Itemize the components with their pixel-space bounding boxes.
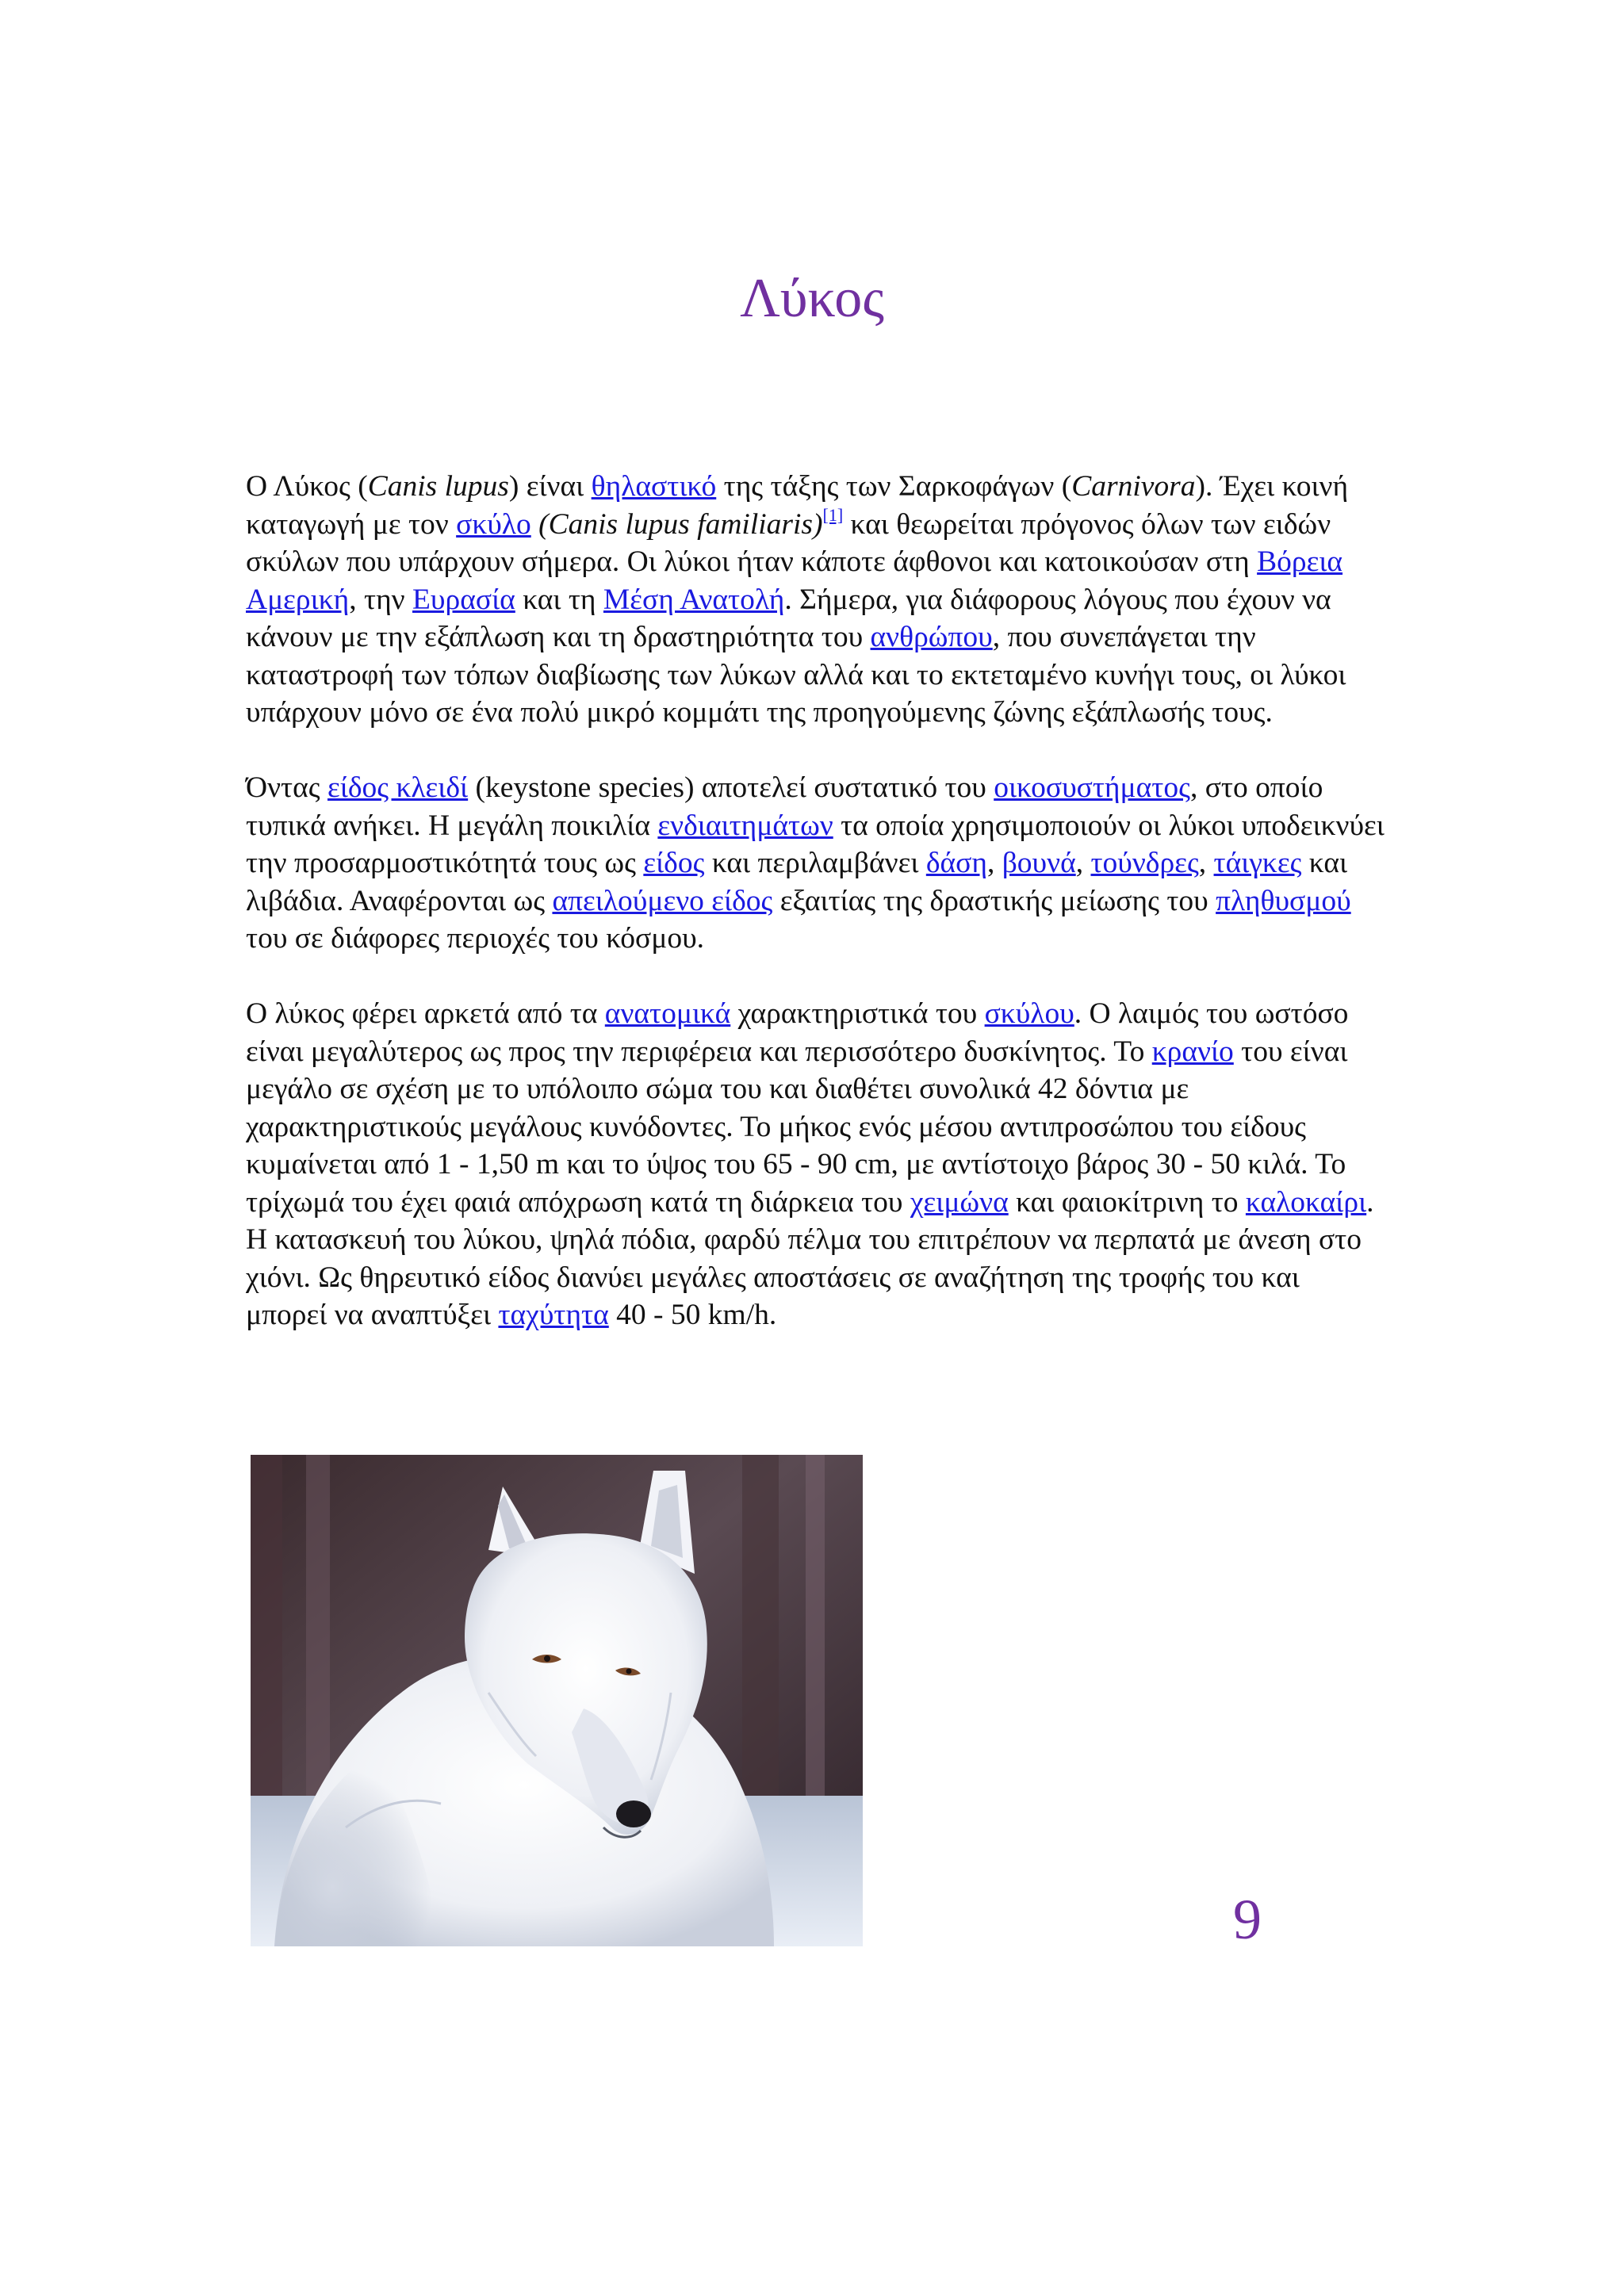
text-run-2-12: 40 - 50 km/h. <box>608 1299 777 1331</box>
text-run-1-4: , στο οποίο τυπικά ανήκει. Η μεγάλη ποικιλία <box>246 771 1323 842</box>
text-run-1-14: , <box>1198 847 1214 879</box>
text-run-1-20: του σε διάφορες περιοχές του κόσμου. <box>246 922 705 955</box>
link-2-9[interactable]: καλοκαίρι <box>1245 1185 1367 1219</box>
link-0-10[interactable]: [1] <box>822 504 844 525</box>
text-run-2-8: και φαιοκίτρινη το <box>1008 1185 1246 1219</box>
link-0-14[interactable]: Ευρασία <box>412 583 515 616</box>
text-run-2-4: . Ο λαιμός του ωστόσο είναι μεγαλύτερος ως προς την περιφέρεια και περισσότερο δυσκίνητος. Το <box>246 997 1349 1068</box>
link-1-9[interactable]: δάση <box>925 847 987 879</box>
link-2-3[interactable]: σκύλου <box>984 997 1074 1030</box>
link-2-5[interactable]: κρανίο <box>1151 1035 1234 1068</box>
text-run-1-8: και περιλαμβάνει <box>704 847 926 879</box>
text-run-0-13: , την <box>349 583 413 616</box>
link-1-11[interactable]: βουνά <box>1002 847 1076 879</box>
link-0-3[interactable]: θηλαστικό <box>591 470 717 503</box>
text-run-1-0: Όντας <box>246 771 327 804</box>
page-number: 9 <box>1233 1888 1262 1951</box>
text-run-1-6: τα οποία χρησιμοποιούν οι λύκοι υποδεικνύει την προσαρμοστικότητά τους ως <box>246 809 1385 879</box>
text-run-0-11: και θεωρείται πρόγονος όλων των ειδών σκύλων που υπάρχουν σήμερα. Οι λύκοι ήταν κάποτε άφθονοι και κατοικούσαν στη <box>246 507 1331 578</box>
text-run-1-18: εξαιτίας της δραστικής μείωσης του <box>772 884 1216 917</box>
link-2-1[interactable]: ανατομικά <box>604 997 731 1030</box>
text-run-0-5: Carnivora <box>1071 470 1196 503</box>
text-run-1-12: , <box>1075 847 1091 879</box>
text-run-2-10: . Η κατασκευή του λύκου, ψηλά πόδια, φαρδύ πέλμα του επιτρέπουν να περπατά με άνεση στο χιόνι. Ως θηρευτικό είδος διανύει μεγάλες αποστάσεις σε αναζήτηση της τροφής του και μπορεί να αναπτύξει <box>246 1185 1374 1331</box>
link-0-16[interactable]: Μέση Ανατολή <box>603 583 785 616</box>
text-run-2-6: του είναι μεγάλο σε σχέση με το υπόλοιπο σώμα του και διαθέτει συνολικά 42 δόντια με χαρακτηριστικούς μεγάλους κυνόδοντες. Το μήκος ενός μέσου αντιπροσώπου του είδους κυμαίνεται από 1 - 1,50 m και το ύψος του 65 - 90 cm, με αντίστοιχο βάρος 30 - 50 κιλά. Το τρίχωμά του έχει φαιά απόχρωση κατά τη διάρκεια του <box>246 1035 1348 1219</box>
text-run-0-15: και τη <box>515 583 603 616</box>
white-wolf-photo <box>251 1455 863 1946</box>
text-run-1-16: και λιβάδια. Αναφέρονται ως <box>246 847 1348 917</box>
paragraph-1 <box>246 468 1388 732</box>
paragraph-3 <box>246 995 1388 1334</box>
text-run-2-0: Ο λύκος φέρει αρκετά από τα <box>246 997 605 1030</box>
link-0-12[interactable]: Βόρεια Αμερική <box>246 545 1343 616</box>
text-run-0-19: , που συνεπάγεται την καταστροφή των τόπων διαβίωσης των λύκων αλλά και το εκτεταμένο κυνήγι τους, οι λύκοι υπάρχουν μόνο σε ένα πολύ μικρό κομμάτι της προηγούμενης ζώνης εξάπλωσής τους. <box>246 621 1346 729</box>
text-run-2-2: χαρακτηριστικά του <box>730 997 985 1030</box>
link-1-7[interactable]: είδος <box>643 847 705 879</box>
paragraph-2 <box>246 769 1388 958</box>
link-1-1[interactable]: είδος κλειδί <box>327 771 469 804</box>
article-body <box>246 468 1388 1372</box>
link-1-13[interactable]: τούνδρες <box>1090 847 1199 879</box>
link-1-17[interactable]: απειλούμενο είδος <box>552 884 773 917</box>
text-run-1-10: , <box>986 847 1002 879</box>
link-0-18[interactable]: ανθρώπου <box>870 621 993 653</box>
text-run-1-2: (keystone species) αποτελεί συστατικό του <box>468 771 994 804</box>
link-1-19[interactable]: πληθυσμού <box>1216 884 1351 917</box>
text-run-0-1: Canis lupus <box>367 470 509 503</box>
link-0-7[interactable]: σκύλο <box>456 507 531 541</box>
text-run-0-6: ). Έχει κοινή καταγωγή με τον <box>246 470 1349 541</box>
text-run-0-4: της τάξης των Σαρκοφάγων ( <box>716 470 1072 503</box>
text-run-0-17: . Σήμερα, για διάφορους λόγους που έχουν να κάνουν με την εξάπλωση και τη δραστηριότητα του <box>246 583 1331 653</box>
text-run-0-8 <box>531 508 538 541</box>
link-1-5[interactable]: ενδιαιτημάτων <box>657 809 833 842</box>
text-run-0-0: Ο Λύκος ( <box>246 470 368 503</box>
text-run-0-2: ) είναι <box>508 470 592 503</box>
link-1-15[interactable]: τάιγκες <box>1213 847 1302 879</box>
text-run-0-9: (Canis lupus familiaris) <box>538 507 823 541</box>
link-2-7[interactable]: χειμώνα <box>910 1185 1009 1219</box>
link-1-3[interactable]: οικοσυστήματος <box>994 771 1190 804</box>
link-2-11[interactable]: ταχύτητα <box>498 1299 609 1331</box>
page-title: Λύκος <box>740 268 884 329</box>
